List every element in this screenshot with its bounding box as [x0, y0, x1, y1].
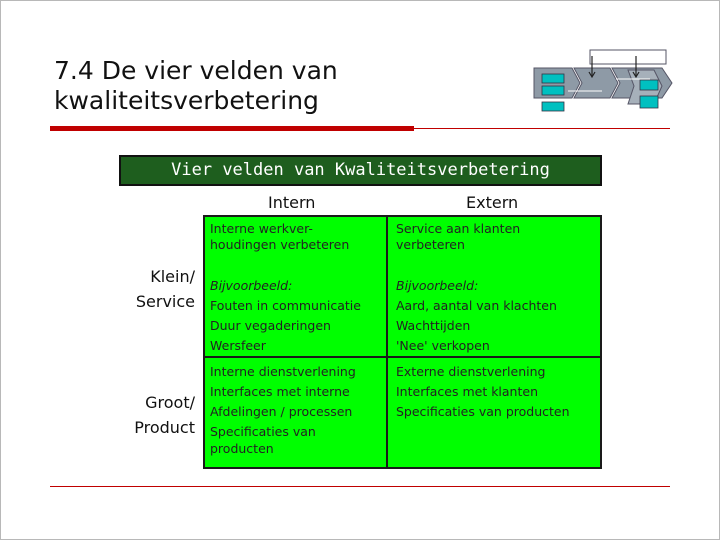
list-item: Interfaces met interne	[210, 384, 350, 399]
row-header-groot	[119, 390, 195, 440]
row-header-klein-line1: Klein/	[150, 267, 195, 286]
cell-extern-groot	[396, 362, 570, 422]
example-label: Bijvoorbeeld:	[210, 278, 293, 293]
grid-horizontal-divider	[203, 356, 602, 358]
list-item: Fouten in communicatie	[210, 298, 361, 313]
cell-extern-klein	[396, 221, 520, 253]
row-header-klein	[119, 264, 195, 314]
column-header-intern: Intern	[268, 193, 316, 212]
cell-heading-line: houdingen verbeteren	[210, 237, 350, 252]
list-item: Interfaces met klanten	[396, 384, 538, 399]
cell-intern-klein	[210, 221, 349, 253]
row-header-groot-line2: Product	[134, 418, 195, 437]
cell-intern-klein-examples	[210, 276, 361, 356]
slide-title: 7.4 De vier velden van kwaliteitsverbetering	[54, 56, 338, 115]
list-item: Wersfeer	[210, 338, 266, 353]
title-underline-line	[414, 128, 670, 129]
list-item: Specificaties van producten	[396, 404, 570, 419]
cell-heading-line: verbeteren	[396, 237, 465, 252]
cell-heading-line: Service aan klanten	[396, 221, 521, 236]
list-item: 'Nee' verkopen	[396, 338, 490, 353]
list-item: Afdelingen / processen	[210, 404, 353, 419]
cell-heading-line: Interne werkver-	[210, 221, 313, 236]
row-header-groot-line1: Groot/	[145, 393, 195, 412]
list-item: Aard, aantal van klachten	[396, 298, 557, 313]
list-item: producten	[210, 441, 274, 456]
cell-intern-groot	[210, 362, 356, 457]
process-flow-icon	[532, 46, 678, 120]
example-label: Bijvoorbeeld:	[396, 278, 479, 293]
list-item: Duur vegaderingen	[210, 318, 331, 333]
diagram-banner: Vier velden van Kwaliteitsverbetering	[119, 155, 602, 186]
row-header-klein-line2: Service	[135, 292, 195, 311]
list-item: Interne dienstverlening	[210, 364, 356, 379]
list-item: Specificaties van	[210, 424, 316, 439]
title-underline-bar	[50, 126, 414, 131]
column-header-extern: Extern	[466, 193, 519, 212]
list-item: Externe dienstverlening	[396, 364, 546, 379]
footer-divider	[50, 486, 670, 487]
list-item: Wachttijden	[396, 318, 471, 333]
cell-extern-klein-examples	[396, 276, 557, 356]
grid-vertical-divider	[386, 215, 388, 469]
